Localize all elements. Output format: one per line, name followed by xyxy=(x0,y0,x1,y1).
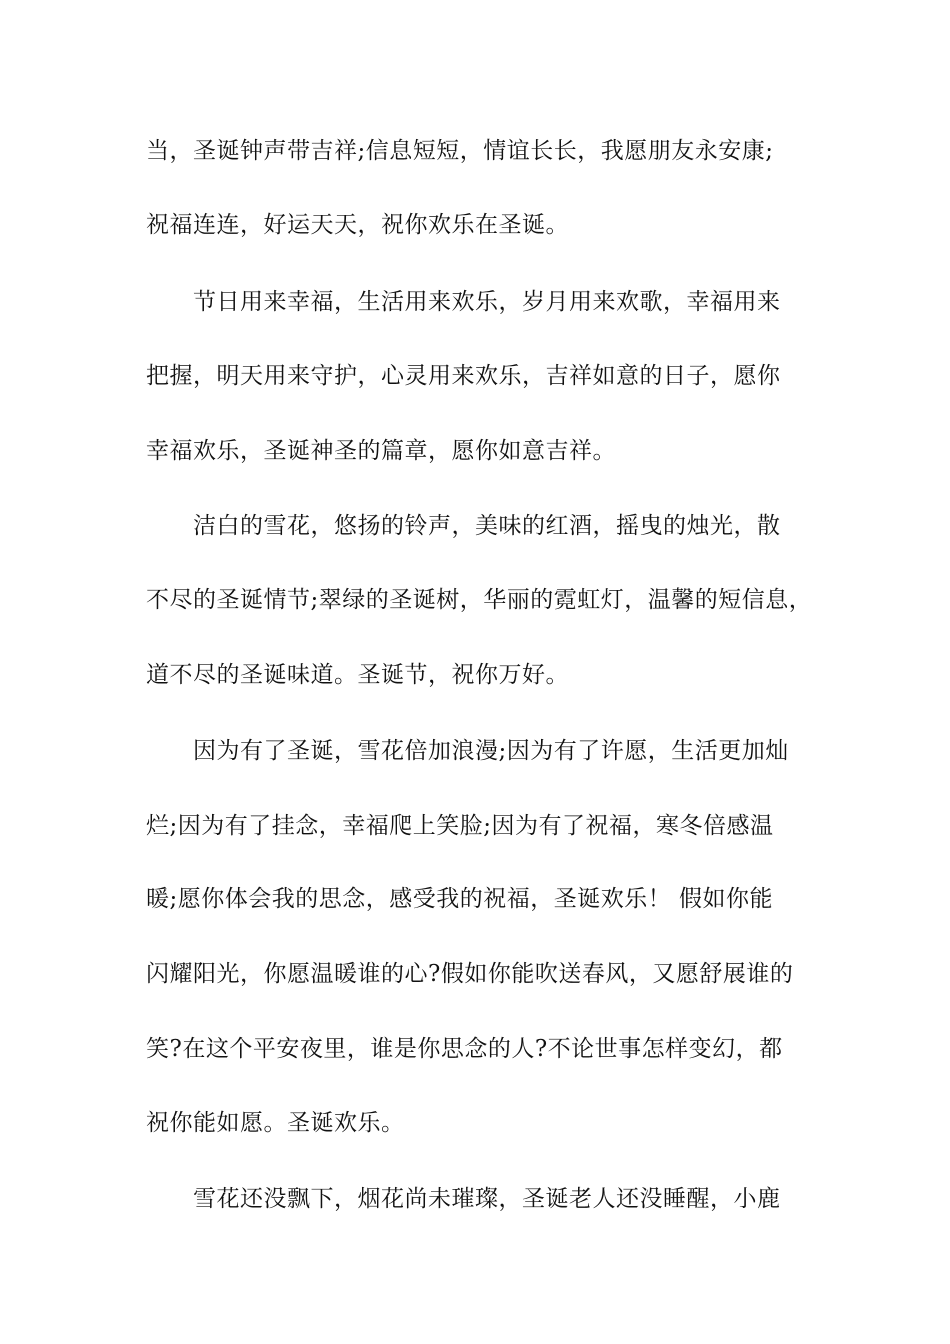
text-line: 烂;因为有了挂念，幸福爬上笑脸;因为有了祝福，寒冬倍感温 xyxy=(146,813,774,839)
text-line: 不尽的圣诞情节;翠绿的圣诞树，华丽的霓虹灯，温馨的短信息， xyxy=(146,587,813,613)
text-line: 祝福连连，好运天天，祝你欢乐在圣诞。 xyxy=(146,212,569,238)
text-line: 闪耀阳光，你愿温暖谁的心?假如你能吹送春风，又愿舒展谁的 xyxy=(146,961,794,987)
paragraph-start-line: 雪花还没飘下，烟花尚未璀璨，圣诞老人还没睡醒，小鹿 xyxy=(193,1186,781,1212)
text-line: 幸福欢乐，圣诞神圣的篇章，愿你如意吉祥。 xyxy=(146,438,616,464)
text-line: 暖;愿你体会我的思念，感受我的祝福，圣诞欢乐！ 假如你能 xyxy=(146,886,774,912)
text-line: 当，圣诞钟声带吉祥;信息短短，情谊长长，我愿朋友永安康; xyxy=(146,138,774,164)
paragraph-start-line: 节日用来幸福，生活用来欢乐，岁月用来欢歌，幸福用来 xyxy=(193,289,781,315)
text-line: 祝你能如愿。圣诞欢乐。 xyxy=(146,1110,405,1136)
paragraph-start-line: 洁白的雪花，悠扬的铃声，美味的红酒，摇曳的烛光，散 xyxy=(193,513,781,539)
text-line: 道不尽的圣诞味道。圣诞节，祝你万好。 xyxy=(146,662,569,688)
text-line: 笑?在这个平安夜里，谁是你思念的人?不论世事怎样变幻，都 xyxy=(146,1036,783,1062)
text-line: 把握，明天用来守护，心灵用来欢乐，吉祥如意的日子，愿你 xyxy=(146,363,781,389)
paragraph-start-line: 因为有了圣诞，雪花倍加浪漫;因为有了许愿，生活更加灿 xyxy=(193,738,789,764)
